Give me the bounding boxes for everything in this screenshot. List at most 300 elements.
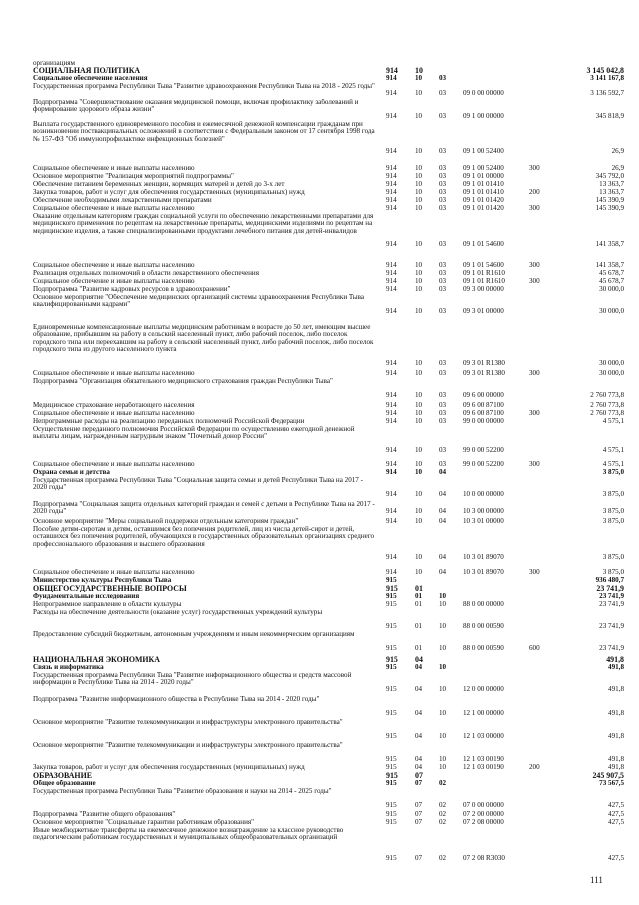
row-amount: 3 875,0 (602, 490, 624, 498)
row-department-code: 914 (386, 468, 397, 476)
row-target-article: 99 0 00 52200 (463, 446, 504, 454)
row-department-code: 914 (386, 460, 397, 468)
table-row (0, 189, 639, 197)
row-amount: 3 875,0 (602, 553, 624, 561)
row-subsection-code: 10 (439, 732, 447, 740)
row-department-code: 914 (386, 164, 397, 172)
row-section-code: 04 (415, 732, 423, 740)
row-section-code: 10 (415, 89, 423, 97)
row-section-code: 10 (415, 391, 423, 399)
row-amount: 4 575,1 (602, 446, 624, 454)
row-subsection-code: 03 (439, 409, 447, 417)
row-name: Обеспечение необходимыми лекарственными препаратами (33, 197, 212, 204)
row-section-code: 10 (415, 66, 423, 75)
row-section-code: 01 (415, 622, 423, 630)
table-row (0, 426, 639, 455)
row-amount: 491,8 (608, 732, 624, 740)
row-subsection-code: 04 (439, 507, 447, 515)
row-target-article: 10 3 01 00000 (463, 517, 504, 525)
row-target-article: 99 0 00 00000 (463, 417, 504, 425)
row-target-article: 09 1 01 01410 (463, 180, 504, 188)
row-subsection-code: 03 (439, 446, 447, 454)
row-department-code: 915 (386, 600, 397, 608)
row-department-code: 915 (386, 663, 397, 671)
row-department-code: 914 (386, 417, 397, 425)
row-name: Подпрограмма "Развитие общего образования" (33, 811, 176, 818)
row-department-code: 915 (386, 622, 397, 630)
row-target-article: 88 0 00 00590 (463, 622, 504, 630)
table-row (0, 672, 639, 694)
table-row (0, 526, 639, 562)
row-amount: 491,8 (608, 663, 624, 671)
row-amount: 245 907,5 (592, 771, 624, 780)
row-target-article: 09 1 01 00000 (463, 172, 504, 180)
row-amount: 3 875,0 (602, 568, 624, 576)
row-name: Связь и информатика (33, 664, 104, 671)
row-target-article: 09 3 01 R1380 (463, 359, 505, 367)
row-amount: 30 000,0 (599, 285, 624, 293)
row-subsection-code: 03 (439, 196, 447, 204)
row-subsection-code: 03 (439, 307, 447, 315)
table-row (0, 772, 639, 780)
row-section-code: 10 (415, 172, 423, 180)
table-row (0, 205, 639, 213)
row-expense-type: 300 (529, 409, 540, 417)
row-target-article: 10 3 01 89070 (463, 568, 504, 576)
row-section-code: 07 (415, 818, 423, 826)
row-section-code: 10 (415, 517, 423, 525)
row-target-article: 07 2 00 00000 (463, 810, 504, 818)
table-row (0, 370, 639, 378)
row-department-code: 914 (386, 240, 397, 248)
row-subsection-code: 02 (439, 818, 447, 826)
row-amount: 427,5 (608, 810, 624, 818)
row-name: Расходы на обеспечение деятельности (оказание услуг) государственных учреждений культуры (33, 609, 323, 616)
table-row (0, 601, 639, 609)
row-name: Министерство культуры Республики Тыва (33, 577, 172, 584)
row-name: НАЦИОНАЛЬНАЯ ЭКОНОМИКА (33, 656, 160, 664)
row-department-code: 915 (386, 771, 398, 780)
row-department-code: 914 (386, 369, 397, 377)
row-department-code: 915 (386, 763, 397, 771)
row-department-code: 914 (386, 277, 397, 285)
row-amount: 4 575,1 (602, 417, 624, 425)
row-amount: 491,8 (608, 685, 624, 693)
row-name: Социальное обеспечение и иные выплаты населению (33, 370, 195, 377)
table-row (0, 83, 639, 98)
row-amount: 427,5 (608, 854, 624, 862)
row-department-code: 915 (386, 584, 398, 593)
row-section-code: 10 (415, 204, 423, 212)
row-name: Основное мероприятие "Развитие телекоммуникации и инфраструктуры электронного правительства" (33, 719, 343, 726)
row-amount: 2 760 773,8 (590, 391, 624, 399)
row-subsection-code: 03 (439, 369, 447, 377)
row-amount: 491,8 (608, 709, 624, 717)
row-section-code: 10 (415, 269, 423, 277)
row-target-article: 12 1 00 00000 (463, 709, 504, 717)
row-target-article: 09 1 01 01420 (463, 196, 504, 204)
table-row (0, 294, 639, 316)
row-subsection-code: 04 (439, 490, 447, 498)
row-amount: 30 000,0 (599, 369, 624, 377)
row-amount: 345 792,0 (595, 172, 624, 180)
row-subsection-code: 03 (439, 147, 447, 155)
row-amount: 3 141 167,8 (590, 74, 624, 82)
row-target-article: 09 1 00 52400 (463, 147, 504, 155)
row-target-article: 09 6 00 00000 (463, 391, 504, 399)
row-name: Медицинское страхование неработающего населения (33, 402, 195, 409)
row-target-article: 88 0 00 00000 (463, 600, 504, 608)
row-target-article: 10 3 00 00000 (463, 507, 504, 515)
table-row (0, 67, 639, 75)
row-department-code: 915 (386, 779, 397, 787)
row-subsection-code: 02 (439, 810, 447, 818)
row-subsection-code: 03 (439, 417, 447, 425)
row-department-code: 915 (386, 854, 397, 862)
row-expense-type: 200 (529, 188, 540, 196)
table-row (0, 181, 639, 189)
row-subsection-code: 03 (439, 204, 447, 212)
row-section-code: 04 (415, 755, 423, 763)
row-section-code: 01 (415, 600, 423, 608)
row-department-code: 914 (386, 74, 397, 82)
table-row (0, 262, 639, 270)
row-target-article: 09 0 00 00000 (463, 89, 504, 97)
table-row (0, 477, 639, 499)
row-section-code: 07 (415, 771, 423, 780)
row-section-code: 10 (415, 507, 423, 515)
row-target-article: 09 1 01 54600 (463, 240, 504, 248)
row-name: СОЦИАЛЬНАЯ ПОЛИТИКА (33, 67, 141, 75)
row-target-article: 09 3 00 00000 (463, 285, 504, 293)
row-department-code: 914 (386, 401, 397, 409)
table-row (0, 197, 639, 205)
row-section-code: 01 (415, 584, 423, 593)
row-section-code: 10 (415, 553, 423, 561)
row-name: Охрана семьи и детства (33, 469, 110, 476)
table-row (0, 585, 639, 593)
row-name: Основное мероприятие "Социальные гарантии работникам образования" (33, 819, 255, 826)
row-department-code: 915 (386, 755, 397, 763)
row-department-code: 914 (386, 147, 397, 155)
row-amount: 2 760 773,8 (590, 409, 624, 417)
table-row (0, 213, 639, 249)
row-department-code: 915 (386, 655, 398, 664)
row-department-code: 914 (386, 172, 397, 180)
table-row (0, 278, 639, 286)
row-subsection-code: 10 (439, 622, 447, 630)
row-subsection-code: 10 (439, 709, 447, 717)
row-name: Иные межбюджетные трансферты на ежемесячное денежное вознаграждение за классное руководство педагогическим работникам государственных и муниципальных общеобразовательных организаций (33, 827, 344, 842)
row-name: Социальное обеспечение и иные выплаты населению (33, 461, 195, 468)
row-expense-type: 300 (529, 369, 540, 377)
row-name: Осуществление переданного полномочия Российской Федерации по осуществлению ежегодной денежной выплаты лицам, награжденным нагрудным знаком "Почетный донор России" (33, 426, 355, 441)
row-name: Фундаментальные исследования (33, 593, 140, 600)
row-section-code: 10 (415, 401, 423, 409)
row-amount: 345 818,9 (595, 112, 624, 120)
row-name: ОБРАЗОВАНИЕ (33, 772, 92, 780)
row-name: ОБЩЕГОСУДАРСТВЕННЫЕ ВОПРОСЫ (33, 585, 187, 593)
row-department-code: 914 (386, 517, 397, 525)
row-amount: 23 741,9 (599, 592, 624, 600)
row-department-code: 914 (386, 66, 398, 75)
row-name: Государственная программа Республики Тыва "Социальная защита семьи и детей Республики Тыва на 2017 - 2020 годы" (33, 477, 363, 492)
row-section-code: 10 (415, 240, 423, 248)
row-expense-type: 300 (529, 261, 540, 269)
row-section-code: 10 (415, 180, 423, 188)
table-row (0, 378, 639, 400)
table-row (0, 60, 639, 67)
table-row (0, 418, 639, 426)
row-section-code: 10 (415, 112, 423, 120)
row-subsection-code: 03 (439, 112, 447, 120)
table-row (0, 402, 639, 410)
row-section-code: 10 (415, 147, 423, 155)
row-target-article: 88 0 00 00590 (463, 644, 504, 652)
table-row (0, 121, 639, 156)
row-subsection-code: 03 (439, 391, 447, 399)
table-row (0, 780, 639, 788)
row-subsection-code: 10 (439, 592, 447, 600)
row-subsection-code: 02 (439, 779, 447, 787)
row-amount: 491,8 (608, 763, 624, 771)
row-name: Государственная программа Республики Тыва "Развитие здравоохранения Республики Тыва на 2018 - 2025 годы" (33, 83, 375, 90)
row-subsection-code: 03 (439, 261, 447, 269)
row-section-code: 10 (415, 369, 423, 377)
row-amount: 73 567,5 (599, 779, 624, 787)
row-name: Социальное обеспечение и иные выплаты населению (33, 278, 195, 285)
row-department-code: 915 (386, 685, 397, 693)
table-row (0, 631, 639, 653)
row-subsection-code: 10 (439, 600, 447, 608)
row-name: Выплата государственного единовременного пособия и ежемесячной денежной компенсации гражданам при возникновении поствакцинальных осложнений в соответствии с Федеральным законом от 17 сентября 1998 года № 157-ФЗ "Об иммунопрофилактике инфекционных болезней" (33, 121, 375, 143)
row-department-code: 914 (386, 261, 397, 269)
row-section-code: 10 (415, 446, 423, 454)
row-section-code: 10 (415, 74, 423, 82)
row-expense-type: 300 (529, 164, 540, 172)
row-amount: 3 875,0 (602, 507, 624, 515)
row-name: Закупка товаров, работ и услуг для обеспечения государственных (муниципальных) нужд (33, 764, 305, 771)
row-amount: 26,9 (611, 164, 624, 172)
row-name: Реализация отдельных полномочий в области лекарственного обеспечения (33, 270, 259, 277)
row-target-article: 12 1 03 00190 (463, 763, 504, 771)
row-target-article: 09 1 01 R1610 (463, 277, 505, 285)
row-subsection-code: 10 (439, 763, 447, 771)
row-subsection-code: 10 (439, 644, 447, 652)
row-department-code: 914 (386, 89, 397, 97)
row-department-code: 914 (386, 204, 397, 212)
table-row (0, 469, 639, 477)
row-target-article: 12 1 03 00190 (463, 755, 504, 763)
row-subsection-code: 10 (439, 685, 447, 693)
row-amount: 491,8 (606, 655, 624, 664)
row-section-code: 10 (415, 277, 423, 285)
table-row (0, 75, 639, 83)
row-target-article: 07 2 08 R3030 (463, 854, 505, 862)
row-subsection-code: 03 (439, 172, 447, 180)
row-name: Государственная программа Республики Тыва "Развитие образования и науки на 2014 - 2025 годы" (33, 788, 332, 795)
row-name: Социальное обеспечение и иные выплаты населению (33, 262, 195, 269)
row-department-code: 914 (386, 196, 397, 204)
row-amount: 30 000,0 (599, 359, 624, 367)
row-section-code: 07 (415, 854, 423, 862)
row-amount: 145 390,9 (595, 204, 624, 212)
row-expense-type: 300 (529, 204, 540, 212)
row-target-article: 10 3 01 89070 (463, 553, 504, 561)
row-name: Непрограммное направление в области культуры (33, 601, 182, 608)
row-name: Предоставление субсидий бюджетным, автономным учреждениям и иным некоммерческим организациям (33, 631, 355, 638)
row-department-code: 914 (386, 112, 397, 120)
row-expense-type: 200 (529, 763, 540, 771)
row-section-code: 04 (415, 685, 423, 693)
row-subsection-code: 04 (439, 553, 447, 561)
table-row (0, 719, 639, 741)
row-amount: 427,5 (608, 801, 624, 809)
row-section-code: 10 (415, 490, 423, 498)
row-department-code: 914 (386, 568, 397, 576)
row-amount: 4 575,1 (602, 460, 624, 468)
table-row (0, 742, 639, 764)
row-subsection-code: 03 (439, 188, 447, 196)
row-section-code: 10 (415, 261, 423, 269)
row-amount: 141 358,7 (595, 261, 624, 269)
row-section-code: 10 (415, 285, 423, 293)
table-row (0, 461, 639, 469)
row-amount: 26,9 (611, 147, 624, 155)
table-row (0, 609, 639, 631)
row-target-article: 12 0 00 00000 (463, 685, 504, 693)
row-subsection-code: 02 (439, 801, 447, 809)
row-expense-type: 600 (529, 644, 540, 652)
row-name: Социальное обеспечение и иные выплаты населению (33, 410, 195, 417)
row-department-code: 915 (386, 810, 397, 818)
row-section-code: 10 (415, 188, 423, 196)
row-name: Социальное обеспечение и иные выплаты населению (33, 205, 195, 212)
row-department-code: 915 (386, 592, 397, 600)
row-subsection-code: 04 (439, 568, 447, 576)
row-subsection-code: 04 (439, 468, 447, 476)
table-row (0, 696, 639, 718)
row-target-article: 07 0 00 00000 (463, 801, 504, 809)
page-number: 111 (590, 875, 603, 885)
row-section-code: 01 (415, 592, 423, 600)
table-row (0, 569, 639, 577)
row-name: Непрограммные расходы на реализацию переданных полномочий Российской Федерации (33, 418, 305, 425)
row-name: Общее образование (33, 780, 96, 787)
row-name: организациям (33, 60, 76, 67)
row-name: Подпрограмма "Социальная защита отдельных категорий граждан и семей с детьми в Республике Тыва на 2017 - 2020 годы" (33, 501, 375, 516)
row-amount: 936 480,7 (595, 576, 624, 584)
row-subsection-code: 03 (439, 460, 447, 468)
table-row (0, 811, 639, 819)
row-amount: 13 363,7 (599, 188, 624, 196)
row-name: Основное мероприятие "Меры социальной поддержки отдельным категориям граждан" (33, 518, 299, 525)
row-section-code: 04 (415, 655, 423, 664)
row-section-code: 10 (415, 409, 423, 417)
table-row (0, 656, 639, 664)
row-name: Социальное обеспечение и иные выплаты населению (33, 569, 195, 576)
row-subsection-code: 03 (439, 285, 447, 293)
row-name: Основное мероприятие "Обеспечение медицинских организаций системы здравоохранения Республики Тыва квалифицированными кадрами" (33, 294, 365, 309)
row-department-code: 915 (386, 709, 397, 717)
row-amount: 141 358,7 (595, 240, 624, 248)
table-row (0, 577, 639, 585)
row-amount: 23 741,9 (599, 600, 624, 608)
row-subsection-code: 10 (439, 755, 447, 763)
row-amount: 3 145 042,8 (586, 66, 624, 75)
table-row (0, 410, 639, 418)
row-name: Обеспечение питанием беременных женщин, кормящих матерей и детей до 3-х лет (33, 181, 285, 188)
row-name: Социальное обеспечение населения (33, 75, 148, 82)
table-row (0, 324, 639, 368)
row-subsection-code: 03 (439, 240, 447, 248)
row-department-code: 914 (386, 490, 397, 498)
row-department-code: 914 (386, 359, 397, 367)
row-department-code: 914 (386, 269, 397, 277)
row-amount: 145 390,9 (595, 196, 624, 204)
row-section-code: 10 (415, 359, 423, 367)
row-target-article: 09 6 00 87100 (463, 409, 504, 417)
row-subsection-code: 10 (439, 663, 447, 671)
row-amount: 491,8 (608, 755, 624, 763)
row-name: Социальное обеспечение и иные выплаты населению (33, 165, 195, 172)
row-amount: 23 741,9 (599, 644, 624, 652)
row-name: Основное мероприятие "Развитие телекоммуникации и инфраструктуры электронного правительства" (33, 742, 343, 749)
row-amount: 3 875,0 (602, 468, 624, 476)
row-amount: 23 741,9 (596, 584, 624, 593)
row-amount: 427,5 (608, 818, 624, 826)
row-amount: 45 678,7 (599, 269, 624, 277)
row-name: Закупка товаров, работ и услуг для обеспечения государственных (муниципальных) нужд (33, 189, 305, 196)
table-row (0, 99, 639, 121)
row-subsection-code: 03 (439, 74, 447, 82)
row-department-code: 914 (386, 553, 397, 561)
table-row (0, 518, 639, 526)
row-name: Основное мероприятие "Реализация мероприятий подпрограммы" (33, 173, 234, 180)
row-target-article: 09 1 01 54600 (463, 261, 504, 269)
row-expense-type: 300 (529, 460, 540, 468)
row-target-article: 09 1 00 00000 (463, 112, 504, 120)
row-department-code: 915 (386, 576, 397, 584)
row-section-code: 10 (415, 460, 423, 468)
table-row (0, 764, 639, 772)
row-department-code: 914 (386, 446, 397, 454)
row-target-article: 09 6 00 87100 (463, 401, 504, 409)
row-target-article: 09 1 01 01410 (463, 188, 504, 196)
row-name: Единовременные компенсационные выплаты медицинским работникам в возрасте до 50 лет, имеющим высшее образование, прибывшим на работу в сельский населенный пункт, либо рабочий поселок, либо поселок городского типа или переехавшим на работу в сельский населенный пункт, либо рабочий поселок, либо поселок городского типа из другого населенного пункта (33, 324, 374, 353)
row-name: Подпрограмма "Организация обязательного медицинского страхования граждан Республики Тыва" (33, 378, 333, 385)
row-target-article: 07 2 08 00000 (463, 818, 504, 826)
row-section-code: 04 (415, 763, 423, 771)
row-department-code: 915 (386, 801, 397, 809)
table-row (0, 788, 639, 810)
row-target-article: 09 3 01 00000 (463, 307, 504, 315)
row-subsection-code: 02 (439, 854, 447, 862)
row-target-article: 09 1 01 01420 (463, 204, 504, 212)
table-row (0, 270, 639, 278)
row-section-code: 10 (415, 196, 423, 204)
row-amount: 2 760 773,8 (590, 401, 624, 409)
row-section-code: 07 (415, 810, 423, 818)
row-department-code: 914 (386, 409, 397, 417)
row-name: Подпрограмма "Развитие информационного общества в Республике Тыва на 2014 - 2020 годы" (33, 696, 320, 703)
row-subsection-code: 03 (439, 269, 447, 277)
row-target-article: 10 0 00 00000 (463, 490, 504, 498)
row-name: Подпрограмма "Развитие кадровых ресурсов в здравоохранении" (33, 286, 231, 293)
row-section-code: 04 (415, 663, 423, 671)
row-name: Государственная программа Республики Тыва "Развитие информационного общества и средств массовой информации в Республике Тыва на 2014 - 2020 годы" (33, 672, 352, 687)
row-department-code: 914 (386, 188, 397, 196)
